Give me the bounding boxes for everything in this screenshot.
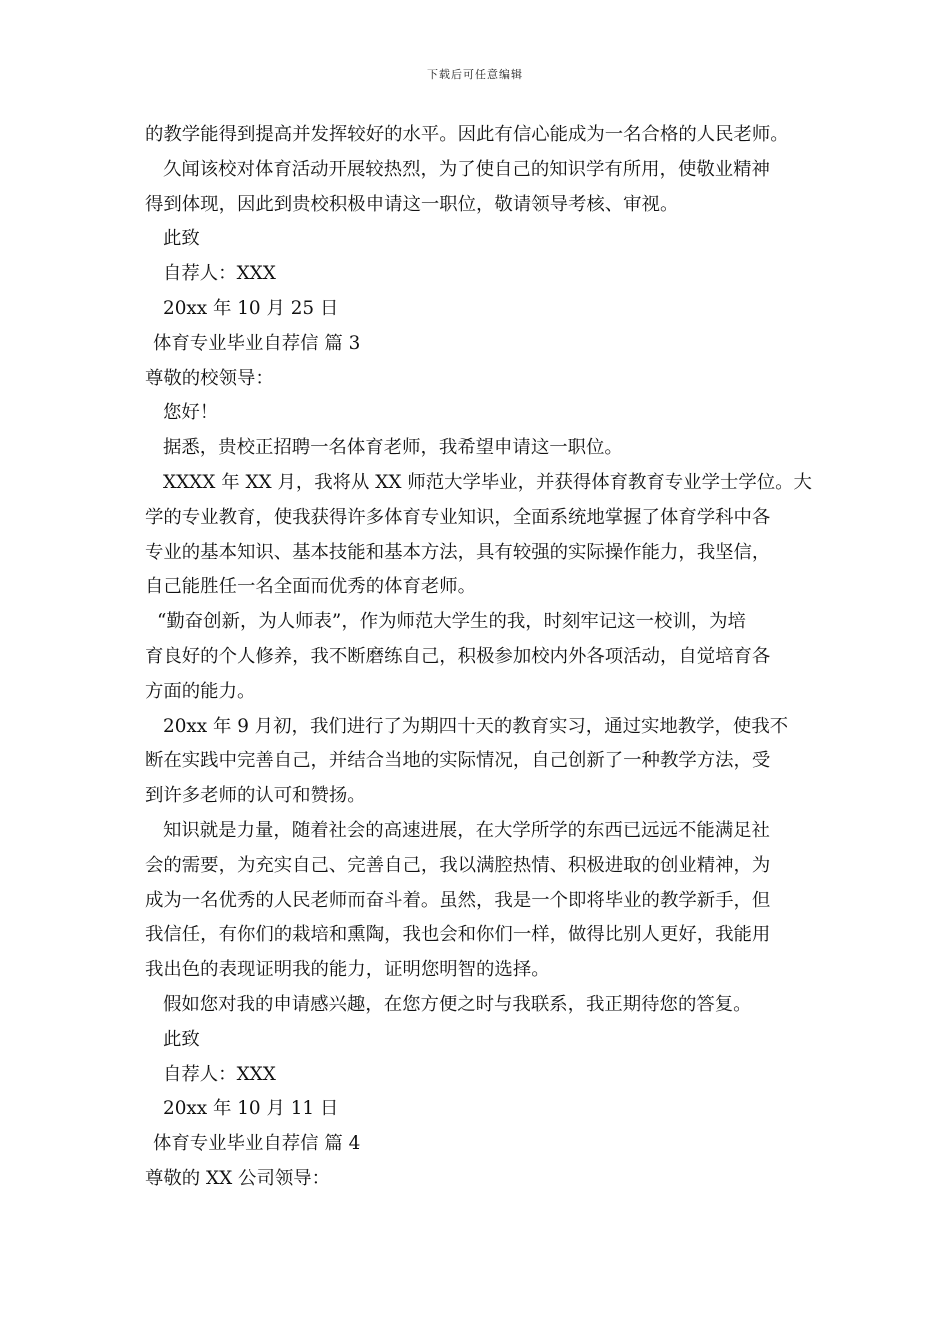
paragraph-line: 我信任，有你们的栽培和熏陶，我也会和你们一样，做得比别人更好，我能用: [145, 924, 771, 946]
paragraph-line: 断在实践中完善自己，并结合当地的实际情况，自己创新了一种教学方法，受: [145, 750, 771, 772]
signature-line: 自荐人：XXX: [163, 263, 276, 285]
paragraph-line: 育良好的个人修养，我不断磨练自己，积极参加校内外各项活动，自觉培育各: [145, 645, 771, 667]
paragraph-line: 到许多老师的认可和赞扬。: [145, 785, 366, 807]
paragraph-line: 自己能胜任一名全面而优秀的体育老师。: [145, 576, 477, 598]
paragraph-line: 久闻该校对体育活动开展较热烈，为了使自己的知识学有所用，使敬业精神: [163, 158, 770, 180]
section-heading: 体育专业毕业自荐信 篇 4: [153, 1133, 361, 1155]
paragraph-line: 专业的基本知识、基本技能和基本方法，具有较强的实际操作能力，我坚信，: [145, 541, 771, 563]
paragraph-line: 得到体现，因此到贵校积极申请这一职位，敬请领导考核、审视。: [145, 193, 679, 215]
paragraph-line: 方面的能力。: [145, 680, 256, 702]
greeting-line: 您好！: [163, 402, 219, 424]
closing-salutation: 此致: [163, 1028, 200, 1050]
paragraph-line: “勤奋创新，为人师表”，作为师范大学生的我，时刻牢记这一校训，为培: [157, 611, 746, 633]
date-line: 20xx 年 10 月 25 日: [163, 297, 339, 319]
paragraph-line: 学的专业教育，使我获得许多体育专业知识，全面系统地掌握了体育学科中各: [145, 506, 771, 528]
page-header-note: 下载后可任意编辑: [427, 68, 523, 81]
greeting-line: 尊敬的 XX 公司领导：: [145, 1167, 331, 1189]
date-line: 20xx 年 10 月 11 日: [163, 1098, 339, 1120]
document-body: [145, 118, 810, 1197]
paragraph-line: 20xx 年 9 月初，我们进行了为期四十天的教育实习，通过实地教学，使我不: [163, 715, 789, 737]
paragraph-line: 成为一名优秀的人民老师而奋斗着。虽然，我是一个即将毕业的教学新手，但: [145, 889, 771, 911]
paragraph-line: 知识就是力量，随着社会的高速进展，在大学所学的东西已远远不能满足社: [163, 819, 770, 841]
section-heading: 体育专业毕业自荐信 篇 3: [153, 332, 361, 354]
greeting-line: 尊敬的校领导：: [145, 367, 274, 389]
closing-salutation: 此致: [163, 228, 200, 250]
paragraph-line: XXXX 年 XX 月，我将从 XX 师范大学毕业，并获得体育教育专业学士学位。大: [163, 471, 812, 493]
paragraph-line: 我出色的表现证明我的能力，证明您明智的选择。: [145, 959, 550, 981]
paragraph-line: 假如您对我的申请感兴趣，在您方便之时与我联系，我正期待您的答复。: [163, 993, 752, 1015]
paragraph-line: 的教学能得到提高并发挥较好的水平。因此有信心能成为一名合格的人民老师。: [145, 124, 789, 145]
paragraph-line: 会的需要，为充实自己、完善自己，我以满腔热情、积极进取的创业精神，为: [145, 854, 771, 876]
paragraph-line: 据悉，贵校正招聘一名体育老师，我希望申请这一职位。: [163, 437, 623, 459]
signature-line: 自荐人：XXX: [163, 1063, 276, 1085]
